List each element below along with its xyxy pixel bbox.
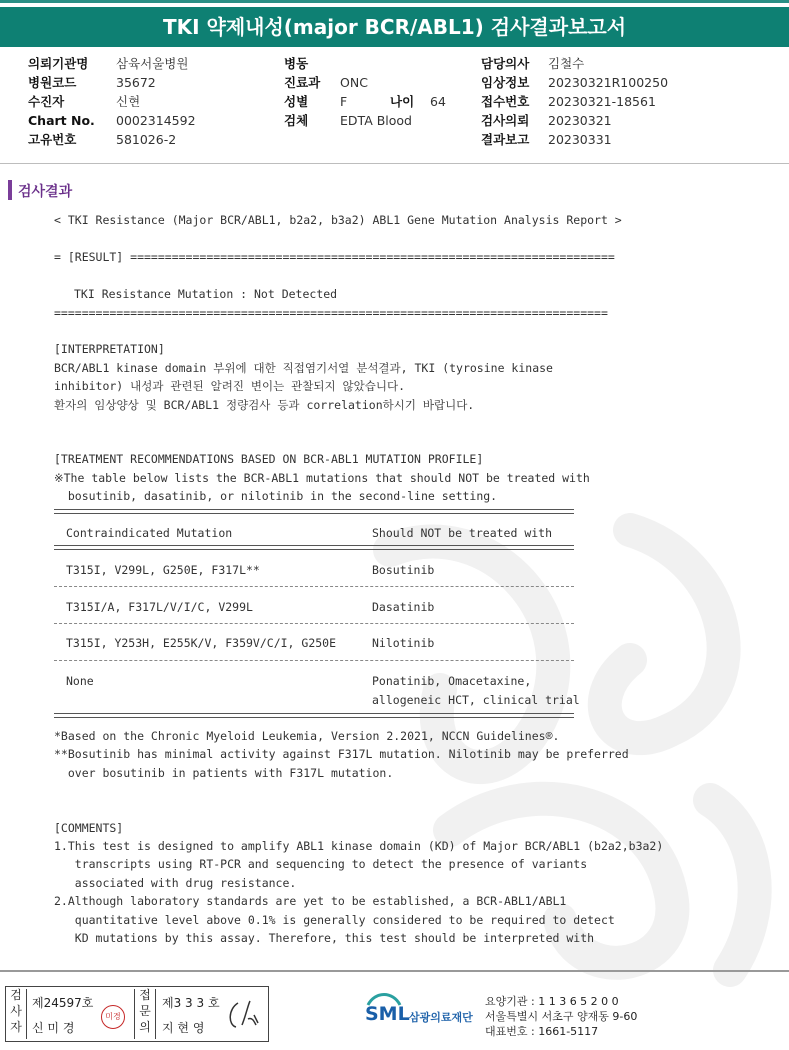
top-accent-line — [0, 0, 789, 3]
org-info-line: 서울특별시 서초구 양재동 9-60 — [485, 1010, 638, 1023]
info-row — [481, 130, 668, 149]
info-value: 35672 — [116, 75, 156, 90]
treatment-note: bosutinib, dasatinib, or nilotinib in the second-line setting. — [54, 489, 498, 503]
report-title: TKI 약제내성(major BCR/ABL1) 검사결과보고서 — [0, 7, 789, 47]
comment-line: 1.This test is designed to amplify ABL1 kinase domain (KD) of Major BCR/ABL1 (b2a2,b3a2) — [54, 839, 664, 853]
footnote: *Based on the Chronic Myeloid Leukemia, Version 2.2021, NCCN Guidelines®. — [54, 729, 560, 743]
patient-info-col2 — [284, 54, 446, 130]
info-label: 수진자 — [28, 94, 65, 109]
result-line: TKI Resistance Mutation : Not Detected — [74, 287, 338, 301]
table-cell-drug: Ponatinib, Omacetaxine, — [372, 674, 532, 688]
info-value: 신현 — [116, 94, 141, 109]
patient-info-col1 — [28, 54, 196, 149]
comment-line: 2.Although laboratory standards are yet to be established, a BCR-ABL1/ABL1 — [54, 894, 567, 908]
section-accent-bar — [8, 180, 12, 200]
section-title: 검사결과 — [18, 184, 73, 200]
info-value: 581026-2 — [116, 132, 177, 147]
table-header-drug: Should NOT be treated with — [372, 526, 553, 540]
signature-box — [5, 986, 269, 1042]
info-row — [284, 111, 446, 130]
info-value: ONC — [340, 75, 368, 90]
info-label: 의뢰기관명 — [28, 56, 89, 71]
comment-line: transcripts using RT-PCR and sequencing to detect the presence of variants — [54, 857, 588, 871]
table-header-mutation: Contraindicated Mutation — [66, 526, 233, 540]
info-value: 삼육서울병원 — [116, 56, 189, 71]
table-cell-mutation: None — [66, 674, 94, 688]
table-top-rule — [54, 509, 574, 514]
info-value: 20230321-18561 — [548, 94, 656, 109]
table-row-rule — [54, 623, 574, 624]
examiner-name: 신 미 경 — [32, 1021, 75, 1035]
info-value: F — [340, 94, 348, 109]
info-row — [481, 73, 668, 92]
info-row — [28, 54, 196, 73]
info-label: 검사의뢰 — [481, 113, 530, 128]
table-header-rule — [54, 545, 574, 550]
info-value: 김철수 — [548, 56, 585, 71]
interpretation-line: inhibitor) 내성과 관련된 알려진 변이는 관찰되지 않았습니다. — [54, 379, 405, 393]
table-cell-drug: Bosutinib — [372, 563, 435, 577]
approver-signature — [224, 995, 264, 1035]
result-header: = [RESULT] ====================================================================== — [54, 250, 615, 264]
table-cell-mutation: T315I/A, F317L/V/I/C, V299L — [66, 600, 253, 614]
examiner-label: 검 사 자 — [6, 989, 27, 1039]
treatment-note: ※The table below lists the BCR-ABL1 mutations that should NOT be treated with — [54, 471, 590, 485]
table-cell-drug-cont: allogeneic HCT, clinical trial — [372, 693, 580, 707]
info-row — [28, 130, 196, 149]
age-value: 64 — [430, 94, 446, 109]
info-value: 20230331 — [548, 132, 612, 147]
table-bottom-rule — [54, 713, 574, 718]
footnote: over bosutinib in patients with F317L mutation. — [54, 766, 394, 780]
org-logo — [363, 989, 483, 1035]
interpretation-line: 환자의 임상양상 및 BCR/ABL1 정량검사 등과 correlation하시기 바랍니다. — [54, 398, 475, 412]
info-value: EDTA Blood — [340, 113, 412, 128]
info-label: 병원코드 — [28, 75, 77, 90]
info-value: 20230321 — [548, 113, 612, 128]
info-label: 병동 — [284, 56, 309, 71]
logo-mark: SML — [365, 1003, 410, 1025]
info-label: 결과보고 — [481, 132, 530, 147]
footer-divider — [0, 970, 789, 972]
info-row — [284, 54, 446, 73]
report-heading: < TKI Resistance (Major BCR/ABL1, b2a2, b3a2) ABL1 Gene Mutation Analysis Report > — [54, 213, 622, 227]
info-value: 0002314592 — [116, 113, 196, 128]
comments-title: [COMMENTS] — [54, 821, 124, 835]
info-label: 고유번호 — [28, 132, 77, 147]
info-label: 담당의사 — [481, 56, 530, 71]
examiner-seal: 미경 — [101, 1005, 125, 1029]
table-cell-mutation: T315I, V299L, G250E, F317L** — [66, 563, 260, 577]
org-info-line: 대표번호 : 1661-5117 — [485, 1025, 599, 1038]
info-row — [284, 92, 446, 111]
table-cell-mutation: T315I, Y253H, E255K/V, F359V/C/I, G250E — [66, 636, 337, 650]
info-value: 20230321R100250 — [548, 75, 669, 90]
comment-line: KD mutations by this assay. Therefore, this test should be interpreted with — [54, 931, 595, 945]
comment-line: quantitative level above 0.1% is generally considered to be required to detect — [54, 913, 615, 927]
info-row — [284, 73, 446, 92]
examiner-id: 제24597호 — [32, 996, 94, 1010]
age-label: 나이 — [390, 94, 415, 109]
info-label: Chart No. — [28, 113, 95, 128]
interpretation-line: BCR/ABL1 kinase domain 부위에 대한 직접염기서열 분석결과, TKI (tyrosine kinase — [54, 361, 553, 375]
info-row — [481, 111, 668, 130]
header-divider — [0, 163, 789, 164]
interpretation-title: [INTERPRETATION] — [54, 342, 165, 356]
report-footer — [0, 983, 789, 1050]
patient-info-col3 — [481, 54, 668, 149]
table-cell-drug: Dasatinib — [372, 600, 435, 614]
info-label: 임상정보 — [481, 75, 530, 90]
footnote: **Bosutinib has minimal activity against F317L mutation. Nilotinib may be preferred — [54, 747, 629, 761]
info-row — [28, 73, 196, 92]
result-separator: ================================================================================ — [54, 306, 608, 320]
info-row — [481, 54, 668, 73]
treatment-title: [TREATMENT RECOMMENDATIONS BASED ON BCR-ABL1 MUTATION PROFILE] — [54, 452, 484, 466]
info-row — [28, 111, 196, 130]
table-row-rule — [54, 660, 574, 661]
table-cell-drug: Nilotinib — [372, 636, 435, 650]
org-info-line: 요양기관 : 1 1 3 6 5 2 0 0 — [485, 995, 619, 1008]
info-label: 접수번호 — [481, 94, 530, 109]
approver-id: 제3 3 3 호 — [162, 996, 220, 1010]
info-row — [28, 92, 196, 111]
info-label: 진료과 — [284, 75, 321, 90]
info-row — [481, 92, 668, 111]
logo-name: 삼광의료재단 — [409, 1011, 473, 1024]
info-label: 검체 — [284, 113, 309, 128]
info-label: 성별 — [284, 94, 309, 109]
org-info — [485, 994, 637, 1039]
comment-line: associated with drug resistance. — [54, 876, 297, 890]
approver-label: 접 문 의 — [134, 989, 156, 1039]
approver-name: 지 현 영 — [162, 1021, 205, 1035]
table-row-rule — [54, 586, 574, 587]
